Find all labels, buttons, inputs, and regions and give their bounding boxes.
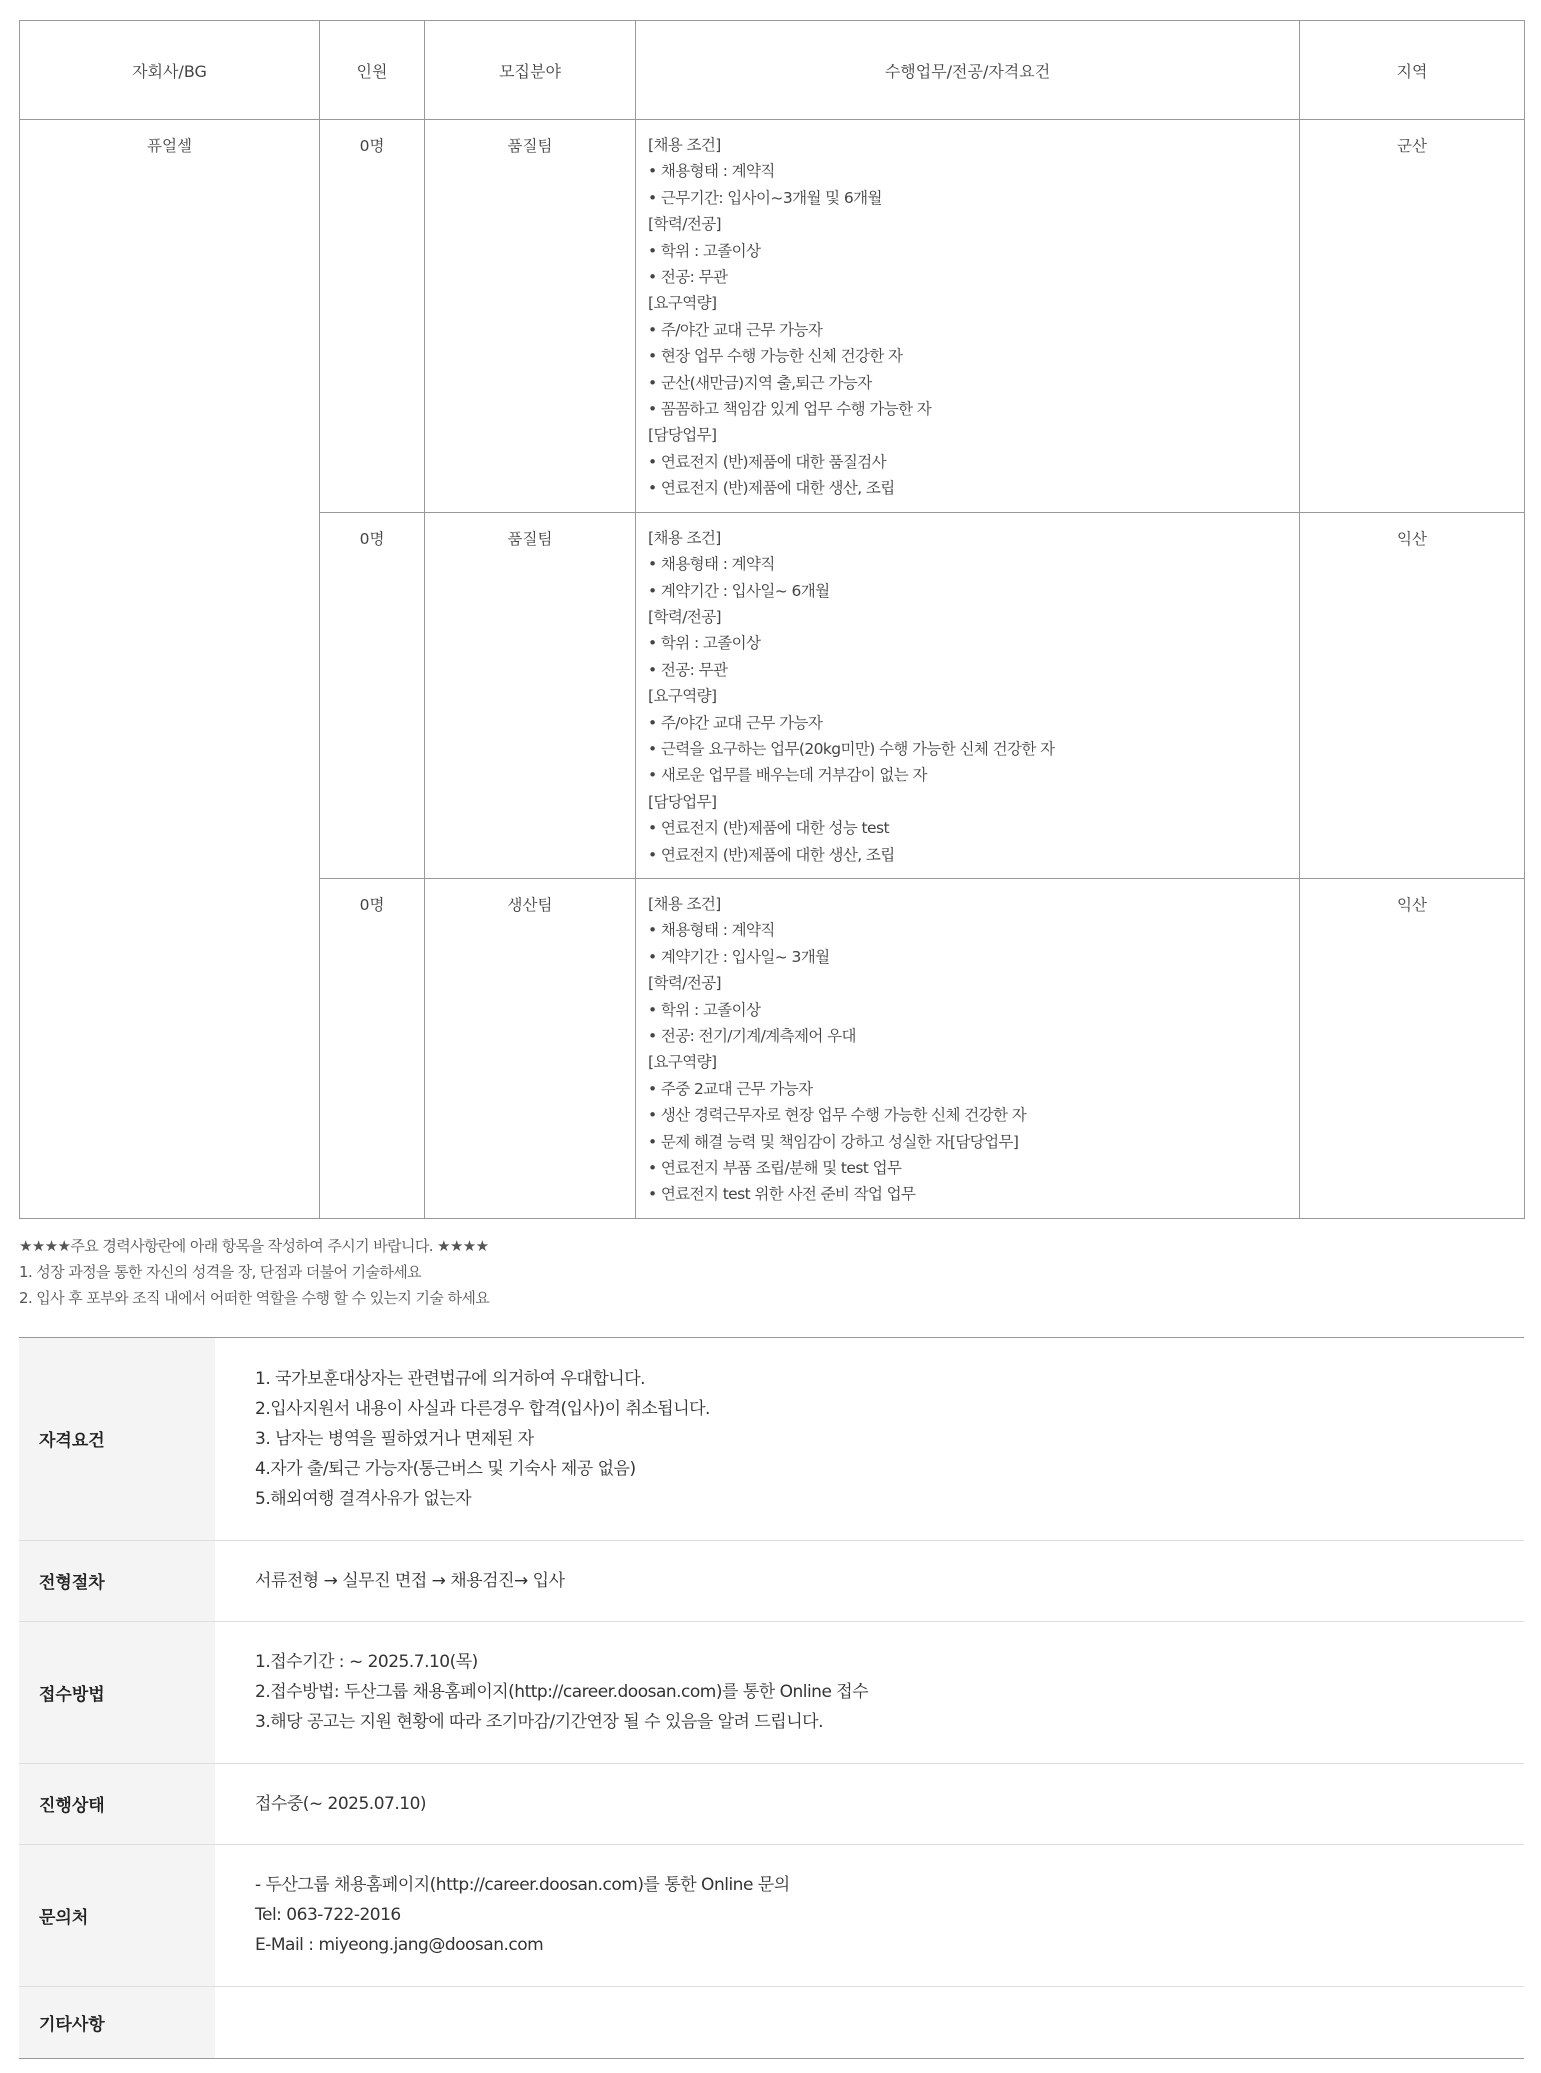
info-line: - 두산그룹 채용홈페이지(http://career.doosan.com)를 통한 Online 문의	[255, 1875, 790, 1896]
duty-line: • 학위 : 고졸이상	[648, 634, 761, 653]
job-posting	[19, 20, 1524, 2059]
info-table	[19, 1337, 1524, 2059]
duty-line: [요구역량]	[648, 1053, 717, 1072]
duties-cell	[636, 878, 1300, 1218]
duty-line: • 연료전지 부품 조립/분해 및 test 업무	[648, 1159, 902, 1178]
notes-line: ★★★★주요 경력사항란에 아래 항목을 작성하여 주시기 바랍니다. ★★★★	[19, 1236, 489, 1255]
recruitment-table	[19, 20, 1525, 1219]
duty-line: • 채용형태 : 계약직	[648, 162, 775, 181]
field-cell: 품질팀	[425, 120, 636, 513]
info-row-status	[19, 1763, 1524, 1844]
region-cell: 익산	[1300, 878, 1525, 1218]
table-header-row	[20, 21, 1525, 120]
info-row-apply	[19, 1621, 1524, 1763]
info-value	[215, 1986, 1524, 2058]
count-cell: 0명	[320, 120, 425, 513]
header-count: 인원	[320, 21, 425, 120]
duty-line: • 주중 2교대 근무 가능자	[648, 1079, 813, 1098]
duty-line: • 계약기간 : 입사일~ 3개월	[648, 947, 830, 966]
field-cell: 품질팀	[425, 512, 636, 878]
duty-line: • 전공: 전기/기계/계측제어 우대	[648, 1027, 856, 1045]
info-label: 기타사항	[19, 1986, 215, 2058]
duty-line: • 연료전지 (반)제품에 대한 성능 test	[648, 819, 889, 838]
header-region: 지역	[1300, 21, 1525, 120]
duty-line: [채용 조건]	[648, 894, 721, 913]
info-row-qualification	[19, 1337, 1524, 1540]
table-row	[20, 120, 1525, 513]
duty-line: • 주/야간 교대 근무 가능자	[648, 713, 823, 732]
duties-cell	[636, 512, 1300, 878]
info-row-contact	[19, 1844, 1524, 1986]
info-line: 1. 국가보훈대상자는 관련법규에 의거하여 우대합니다.	[255, 1368, 646, 1389]
duty-line: • 채용형태 : 계약직	[648, 921, 775, 940]
info-line: 1.접수기간 : ~ 2025.7.10(목)	[255, 1652, 478, 1673]
info-label: 문의처	[19, 1844, 215, 1986]
duty-line: [요구역량]	[648, 687, 717, 706]
duty-line: • 생산 경력근무자로 현장 업무 수행 가능한 신체 건강한 자	[648, 1106, 1027, 1125]
info-line: 서류전형 → 실무진 면접 → 채용검진→ 입사	[255, 1570, 565, 1591]
duty-line: [채용 조건]	[648, 136, 721, 154]
duty-line: • 문제 해결 능력 및 책임감이 강하고 성실한 자[담당업무]	[648, 1132, 1019, 1151]
duty-line: • 현장 업무 수행 가능한 신체 건강한 자	[648, 347, 903, 366]
duty-line: • 연료전지 test 위한 사전 준비 작업 업무	[648, 1185, 916, 1204]
count-cell: 0명	[320, 512, 425, 878]
company-cell: 퓨얼셀	[20, 120, 320, 1219]
header-duties: 수행업무/전공/자격요건	[636, 21, 1300, 120]
duty-line: [담당업무]	[648, 426, 717, 445]
info-line: 2.입사지원서 내용이 사실과 다른경우 합격(입사)이 취소됩니다.	[255, 1398, 710, 1419]
application-notes	[19, 1233, 1524, 1311]
duty-line: [요구역량]	[648, 294, 717, 313]
info-line: 3. 남자는 병역을 필하였거나 면제된 자	[255, 1428, 534, 1449]
duty-line: [학력/전공]	[648, 215, 722, 234]
info-label: 자격요건	[19, 1337, 215, 1540]
duty-line: • 주/야간 교대 근무 가능자	[648, 320, 823, 339]
info-line: 접수중(~ 2025.07.10)	[255, 1793, 427, 1814]
duty-line: • 계약기간 : 입사일~ 6개월	[648, 581, 830, 600]
info-label: 진행상태	[19, 1763, 215, 1844]
duty-line: [학력/전공]	[648, 974, 722, 993]
count-cell: 0명	[320, 878, 425, 1218]
duty-line: • 학위 : 고졸이상	[648, 241, 761, 260]
notes-line: 1. 성장 과정을 통한 자신의 성격을 장, 단점과 더불어 기술하세요	[19, 1262, 422, 1281]
info-row-etc	[19, 1986, 1524, 2058]
info-line: Tel: 063-722-2016	[255, 1905, 401, 1926]
table-body	[20, 120, 1525, 1219]
notes-line: 2. 입사 후 포부와 조직 내에서 어떠한 역할을 수행 할 수 있는지 기술 하세요	[19, 1288, 490, 1307]
info-line: E-Mail : miyeong.jang@doosan.com	[255, 1935, 544, 1956]
duty-line: • 전공: 무관	[648, 268, 728, 287]
region-cell: 군산	[1300, 120, 1525, 513]
info-value	[215, 1763, 1524, 1844]
region-cell: 익산	[1300, 512, 1525, 878]
info-label: 전형절차	[19, 1540, 215, 1621]
duty-line: • 채용형태 : 계약직	[648, 555, 775, 574]
info-line: 3.해당 공고는 지원 현황에 따라 조기마감/기간연장 될 수 있음을 알려 드립니다.	[255, 1712, 823, 1733]
info-line: 4.자가 출/퇴근 가능자(통근버스 및 기숙사 제공 없음)	[255, 1458, 636, 1479]
duty-line: [채용 조건]	[648, 528, 721, 547]
duty-line: • 연료전지 (반)제품에 대한 품질검사	[648, 452, 886, 471]
duty-line: • 학위 : 고졸이상	[648, 1000, 761, 1019]
info-value	[215, 1844, 1524, 1986]
duty-line: • 근무기간: 입사이~3개월 및 6개월	[648, 188, 882, 207]
field-cell: 생산팀	[425, 878, 636, 1218]
info-line: 5.해외여행 결격사유가 없는자	[255, 1488, 472, 1509]
duty-line: • 꼼꼼하고 책임감 있게 업무 수행 가능한 자	[648, 400, 932, 419]
duty-line: • 전공: 무관	[648, 660, 728, 679]
info-value	[215, 1540, 1524, 1621]
duty-line: [담당업무]	[648, 792, 717, 811]
duty-line: • 연료전지 (반)제품에 대한 생산, 조립	[648, 479, 895, 498]
info-row-process	[19, 1540, 1524, 1621]
info-value	[215, 1621, 1524, 1763]
duty-line: • 연료전지 (반)제품에 대한 생산, 조립	[648, 845, 895, 864]
info-line: 2.접수방법: 두산그룹 채용홈페이지(http://career.doosan.com)를 통한 Online 접수	[255, 1682, 869, 1703]
info-label: 접수방법	[19, 1621, 215, 1763]
duty-line: • 새로운 업무를 배우는데 거부감이 없는 자	[648, 766, 927, 785]
duty-line: • 군산(새만금)지역 출,퇴근 가능자	[648, 373, 872, 392]
info-value	[215, 1337, 1524, 1540]
header-company: 자회사/BG	[20, 21, 320, 120]
header-field: 모집분야	[425, 21, 636, 120]
duties-cell	[636, 120, 1300, 513]
duty-line: [학력/전공]	[648, 607, 722, 626]
duty-line: • 근력을 요구하는 업무(20kg미만) 수행 가능한 신체 건강한 자	[648, 739, 1055, 758]
